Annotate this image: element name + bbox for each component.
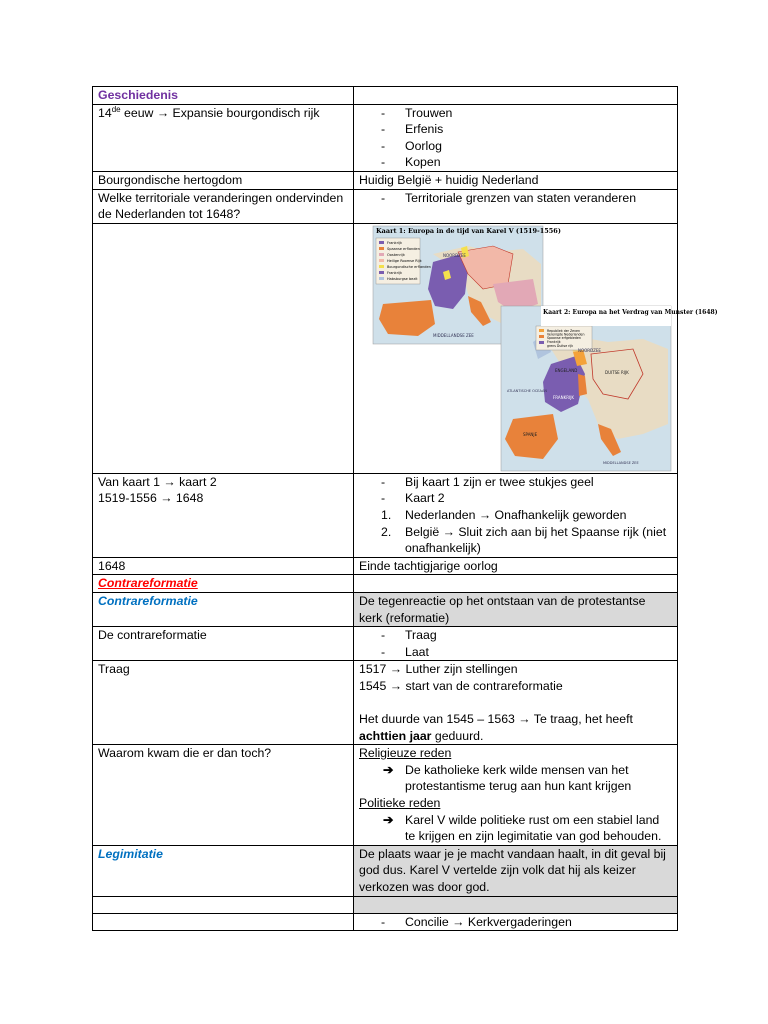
list-item: - Traag <box>381 628 437 643</box>
map-2 <box>501 306 718 471</box>
map-legend-label: Frankrijk <box>547 339 561 344</box>
map-label: NOORDZEE <box>443 252 466 258</box>
table-row <box>93 557 678 575</box>
question-cell: De contrareformatie <box>93 627 354 661</box>
list-item: - Concilie → Kerkvergaderingen <box>381 914 572 929</box>
answer-cell <box>354 104 678 171</box>
table-row <box>93 473 678 557</box>
arrow-item: ➔ De katholieke kerk wilde mensen van het protestantisme terug aan hun kant krijgen <box>383 762 632 794</box>
empty-cell <box>354 87 678 105</box>
question-cell: Van kaart 1 → kaart 2 1519-1556 → 1648 <box>93 473 354 557</box>
map-label: ENGELAND <box>555 367 578 373</box>
table-row <box>93 171 678 189</box>
answer-cell: 1517 → Luther zijn stellingen 1545 → start van de contrareformatie Het duurde van 1545 – 1563 → Te traag, het heeft achttien jaar geduurd. <box>354 661 678 745</box>
list-item: - Kaart 2 <box>381 491 445 506</box>
numbered-item: 1. Nederlanden → Onafhankelijk geworden <box>381 507 627 522</box>
empty-cell <box>93 223 354 473</box>
list-item: - Oorlog <box>381 138 442 153</box>
section-heading: Contrareformatie <box>93 575 354 593</box>
question-cell: 14de eeuw → Expansie bourgondisch rijk <box>93 104 354 171</box>
table-row <box>93 575 678 593</box>
question-cell: Waarom kwam die er dan toch? <box>93 745 354 846</box>
map-label: DUITSE RIJK <box>605 369 629 375</box>
answer-cell: Einde tachtigjarige oorlog <box>354 557 678 575</box>
map-label: MIDDELLANDSE ZEE <box>433 332 474 338</box>
map-legend-label: grens Duitse rijk <box>547 343 574 348</box>
map-cell <box>354 223 718 473</box>
empty-cell <box>93 896 354 913</box>
question-cell: Welke territoriale veranderingen ondervinden de Nederlanden tot 1648? <box>93 189 354 223</box>
map-legend-label: Frankrijk <box>387 240 402 245</box>
table-row <box>93 592 678 626</box>
question-cell: Traag <box>93 661 354 745</box>
map-label: NOORDZEE <box>578 347 601 353</box>
list-item: - Kopen <box>381 155 441 170</box>
list-item: - Territoriale grenzen van staten veranderen <box>381 190 637 205</box>
list-item: - Laat <box>381 644 429 659</box>
map-label: FRANKRIJK <box>553 394 575 400</box>
table-row <box>93 189 678 223</box>
arrow-icon: ➔ <box>383 762 394 777</box>
answer-cell <box>354 189 678 223</box>
definition-cell: De tegenreactie op het ontstaan van de protestantse kerk (reformatie) <box>354 592 678 626</box>
subject-title: Geschiedenis <box>98 88 178 102</box>
answer-cell <box>354 627 678 661</box>
map-legend-label: Republiek der Zeven <box>547 328 581 333</box>
subject-heading <box>93 87 354 105</box>
map-label: SPANJE <box>523 431 538 437</box>
map-label: MIDDELLANDSE ZEE <box>603 460 639 465</box>
empty-cell <box>354 575 678 593</box>
map-1-title: Kaart 1: Europa in de tijd van Karel V (1519-1556) <box>376 226 561 235</box>
question-cell: Bourgondische hertogdom <box>93 171 354 189</box>
table-row <box>93 745 678 846</box>
table-row <box>93 87 678 105</box>
list-item: - Erfenis <box>381 122 444 137</box>
table-row <box>93 223 678 473</box>
term-cell: Legimitatie <box>93 845 354 896</box>
definition-cell: De plaats waar je je macht vandaan haalt, in dit geval bij god dus. Karel V vertelde zijn volk dat hij als keizer verkozen was door god. <box>354 845 678 896</box>
answer-cell <box>354 745 678 846</box>
table-row <box>93 104 678 171</box>
map-legend-label: Frankrijk <box>387 270 402 275</box>
table-row <box>93 845 678 896</box>
subheading: Politieke reden <box>359 796 441 811</box>
map-legend-label: Habsburgse bezit <box>387 276 418 281</box>
term-cell: Contrareformatie <box>93 592 354 626</box>
table-row <box>93 661 678 745</box>
numbered-item: 2. België → Sluit zich aan bij het Spaanse rijk (niet onafhankelijk) <box>381 524 667 556</box>
map-legend-label: Bourgondische erflanden <box>387 264 431 269</box>
map-legend-label: Verenigde Nederlanden <box>547 332 585 337</box>
europe-maps-image <box>373 224 718 473</box>
map-legend-label: Heilige Roomse Rijk <box>387 258 422 263</box>
list-item: - Trouwen <box>381 105 453 120</box>
table-row <box>93 896 678 913</box>
arrow-icon: ➔ <box>383 812 394 827</box>
map-2-title: Kaart 2: Europa na het Verdrag van Munster (1648) <box>543 308 718 316</box>
question-cell: 1648 <box>93 557 354 575</box>
empty-cell <box>354 896 678 913</box>
answer-cell <box>354 913 678 931</box>
subheading: Religieuze reden <box>359 746 452 761</box>
map-legend-label: Oostenrijk <box>387 252 405 257</box>
map-label: ATLANTISCHE OCEAAN <box>507 388 548 393</box>
empty-cell <box>93 913 354 931</box>
table-row <box>93 913 678 931</box>
list-item: - Bij kaart 1 zijn er twee stukjes geel <box>381 474 594 489</box>
map-legend-label: Spaanse erfgebieden <box>547 335 581 340</box>
notes-table <box>92 86 718 931</box>
map-legend-label: Spaanse erflanden <box>387 246 420 251</box>
arrow-item: ➔ Karel V wilde politieke rust om een stabiel land te krijgen en zijn legimitatie van god behouden. <box>383 812 662 844</box>
table-row <box>93 627 678 661</box>
answer-cell <box>354 473 678 557</box>
answer-cell: Huidig België + huidig Nederland <box>354 171 678 189</box>
